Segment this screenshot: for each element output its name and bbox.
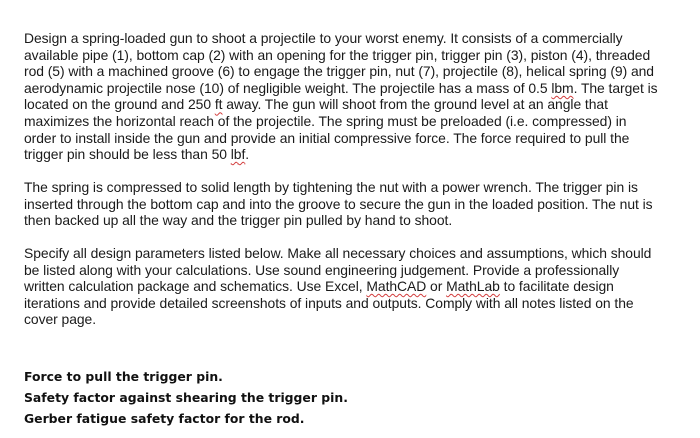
text-segment: or — [426, 278, 447, 295]
text-segment: written calculation package and schematics. Use Excel, — [24, 278, 367, 295]
requirement-item: Safety factor against shearing the trigger pin. — [24, 390, 348, 405]
text-line: then backed up all the way and the trigger pin pulled by hand to shoot. — [24, 212, 453, 229]
text-segment: trigger pin should be less than 50 — [24, 146, 231, 163]
text-line: be listed along with your calculations. Use sound engineering judgement. Provide a professionally — [24, 261, 620, 278]
document-body — [24, 30, 696, 426]
requirements-list — [24, 366, 348, 429]
requirement-item: Force to pull the trigger pin. — [24, 369, 223, 384]
spellcheck-word-lbm[interactable]: lbm — [551, 79, 574, 96]
text-line: rod (5) with a machined groove (6) to engage the trigger pin, nut (7), projectile (8), helical spring (9) and — [24, 63, 654, 80]
text-line: inserted through the bottom cap and into the groove to secure the gun in the loaded position. The nut is — [24, 195, 653, 212]
text-line: The spring is compressed to solid length by tightening the nut with a power wrench. The trigger pin is — [24, 179, 638, 195]
spellcheck-word-mathcad[interactable]: MathCAD — [366, 278, 427, 295]
text-line: iterations and provide detailed screenshots of inputs and outputs. Comply with all notes listed on the — [24, 294, 634, 311]
text-line: available pipe (1), bottom cap (2) with an opening for the trigger pin, trigger pin (3), piston (4), threaded — [24, 46, 651, 63]
text-segment: . The target is — [573, 79, 658, 96]
text-line — [24, 278, 651, 295]
text-line: Design a spring-loaded gun to shoot a projectile to your worst enemy. It consists of a commercially — [24, 30, 623, 46]
text-line: Specify all design parameters listed below. Make all necessary choices and assumptions, which should — [24, 245, 652, 261]
requirement-item: Gerber fatigue safety factor for the rod. — [24, 411, 305, 426]
text-line: order to install inside the gun and provide an initial compressive force. The force required to pull the — [24, 129, 630, 146]
spellcheck-word-ft[interactable]: ft — [214, 96, 223, 113]
text-segment: aerodynamic projectile nose (10) of negligible weight. The projectile has a mass of 0.5 — [24, 79, 552, 96]
text-segment: located on the ground and 250 — [24, 96, 215, 113]
text-line — [24, 80, 696, 97]
paragraph-operation — [24, 179, 653, 229]
paragraph-problem-statement — [24, 30, 696, 163]
text-segment: . — [245, 146, 250, 163]
text-line — [24, 146, 696, 163]
text-line — [24, 96, 696, 113]
text-line: maximizes the horizontal reach of the projectile. The spring must be preloaded (i.e. compressed) in — [24, 112, 627, 129]
text-segment: to facilitate design — [499, 278, 614, 295]
spellcheck-word-lbf[interactable]: lbf — [230, 146, 246, 163]
text-segment: away. The gun will shoot from the ground level at an angle that — [222, 96, 608, 113]
text-line: cover page. — [24, 311, 97, 328]
paragraph-instructions — [24, 245, 651, 328]
spellcheck-word-mathlab[interactable]: MathLab — [446, 278, 500, 295]
